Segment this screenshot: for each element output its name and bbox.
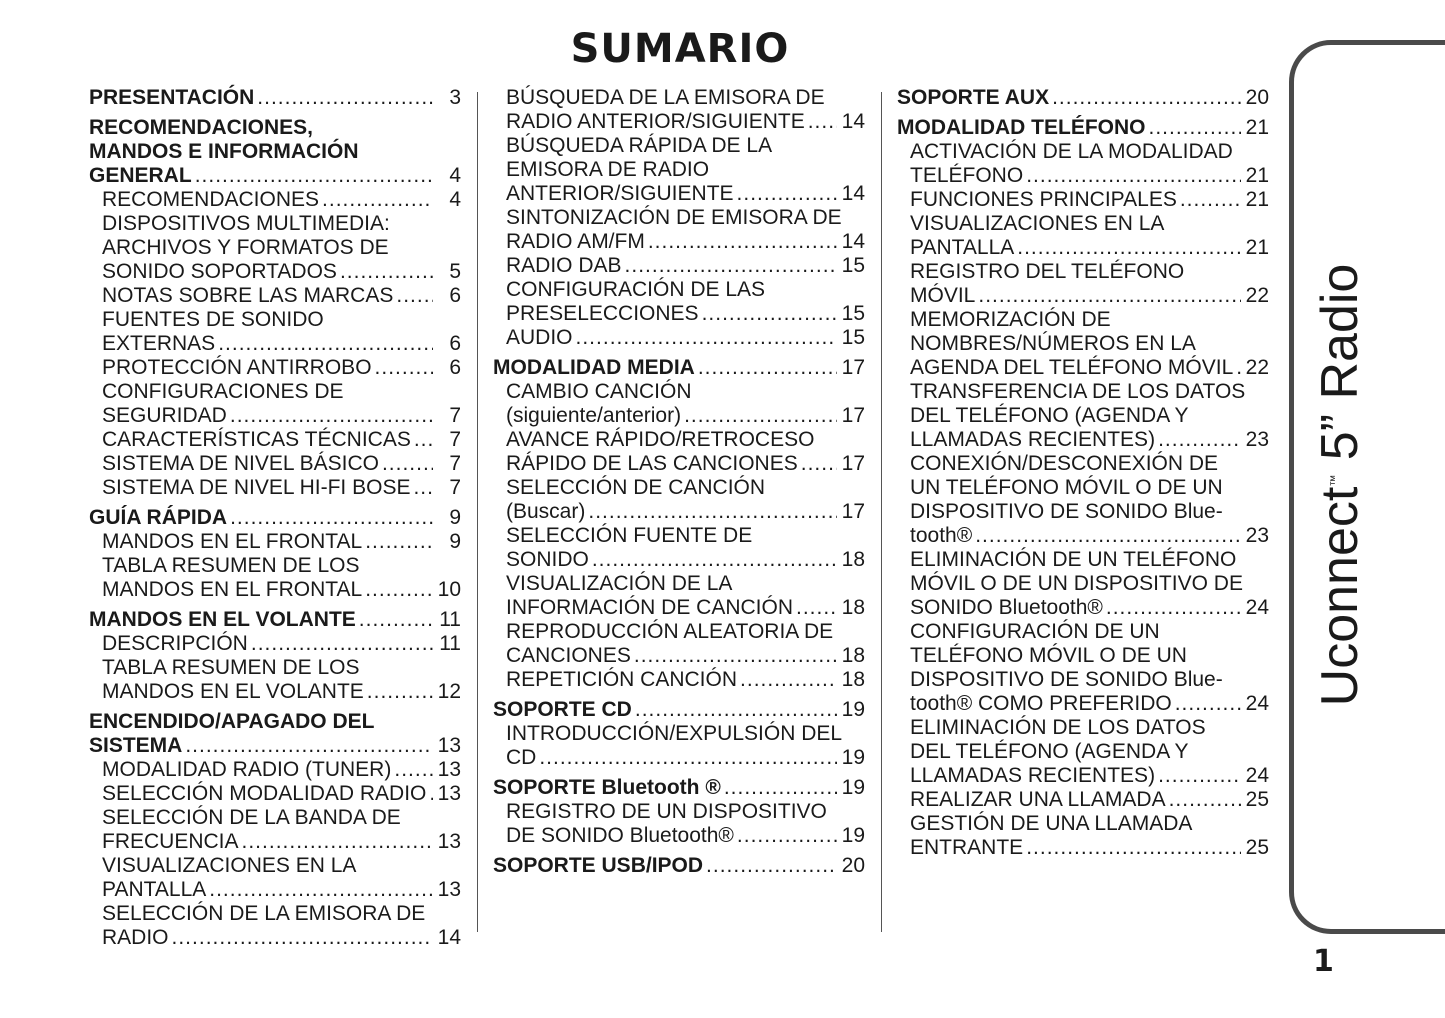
toc-page-number: 25 bbox=[1245, 836, 1269, 859]
tab-label-brand: Uconnect bbox=[1311, 486, 1369, 707]
toc-page-number: 17 bbox=[841, 452, 865, 475]
toc-entry-line: DISPOSITIVOS MULTIMEDIA: bbox=[102, 212, 390, 235]
toc-page-number: 17 bbox=[841, 500, 865, 523]
toc-entry-line: SOPORTE USB/IPOD bbox=[493, 854, 704, 877]
toc-page-number: 21 bbox=[1245, 188, 1269, 211]
leader-dots bbox=[1180, 188, 1241, 212]
page-number: 1 bbox=[1313, 944, 1334, 979]
toc-page-number: 14 bbox=[841, 182, 865, 205]
leader-dots bbox=[539, 746, 837, 770]
toc-entry bbox=[493, 134, 865, 206]
toc-page-number: 20 bbox=[1245, 86, 1269, 109]
toc-entry bbox=[89, 86, 461, 110]
leader-dots bbox=[172, 926, 433, 950]
toc-entry bbox=[89, 116, 461, 188]
toc-entry-line: DISPOSITIVO DE SONIDO Blue- bbox=[910, 668, 1223, 691]
toc-entry bbox=[89, 608, 461, 632]
toc-entry bbox=[493, 356, 865, 380]
toc-entry-line: TABLA RESUMEN DE LOS bbox=[102, 656, 360, 679]
toc-entry-line: CONFIGURACIÓN DE UN bbox=[910, 620, 1160, 643]
toc-entry-line: SELECCIÓN FUENTE DE bbox=[506, 524, 753, 547]
leader-dots bbox=[737, 824, 837, 848]
leader-dots bbox=[588, 500, 837, 524]
toc-entry-line: FUENTES DE SONIDO bbox=[102, 308, 324, 331]
leader-dots bbox=[1158, 428, 1241, 452]
leader-dots bbox=[375, 356, 433, 380]
toc-entry-line: ARCHIVOS Y FORMATOS DE bbox=[102, 236, 389, 259]
toc-entry bbox=[493, 86, 865, 134]
leader-dots bbox=[242, 830, 433, 854]
toc-page-number: 23 bbox=[1245, 428, 1269, 451]
toc-entry-line: (Buscar) bbox=[506, 500, 586, 523]
toc-entry-line: REALIZAR UNA LLAMADA bbox=[910, 788, 1166, 811]
toc-entry bbox=[89, 308, 461, 356]
toc-entry-line: REGISTRO DE UN DISPOSITIVO bbox=[506, 800, 827, 823]
toc-entry-line: MANDOS EN EL VOLANTE bbox=[102, 680, 364, 703]
toc-entry bbox=[89, 476, 461, 500]
toc-entry bbox=[89, 530, 461, 554]
toc-entry-line: SISTEMA DE NIVEL HI-FI BOSE bbox=[102, 476, 411, 499]
toc-entry bbox=[493, 800, 865, 848]
leader-dots bbox=[1169, 788, 1241, 812]
toc-entry-line: SELECCIÓN DE CANCIÓN bbox=[506, 476, 766, 499]
toc-entry-line: SOPORTE Bluetooth ® bbox=[493, 776, 721, 799]
toc-entry bbox=[493, 206, 865, 254]
leader-dots bbox=[1158, 764, 1241, 788]
toc-page-number: 3 bbox=[449, 86, 461, 109]
leader-dots bbox=[698, 356, 837, 380]
toc-entry-line: PRESENTACIÓN bbox=[89, 86, 255, 109]
toc-entry-line: VISUALIZACIONES EN LA bbox=[102, 854, 357, 877]
toc-entry-line: TELÉFONO bbox=[910, 164, 1024, 187]
toc-entry-line: ELIMINACIÓN DE LOS DATOS bbox=[910, 716, 1206, 739]
toc-entry-line: MANDOS E INFORMACIÓN bbox=[89, 140, 359, 163]
toc-entry-line: LLAMADAS RECIENTES) bbox=[910, 428, 1156, 451]
toc-entry-line: SELECCIÓN DE LA BANDA DE bbox=[102, 806, 401, 829]
toc-entry-line: RADIO AM/FM bbox=[506, 230, 645, 253]
leader-dots bbox=[576, 326, 837, 350]
toc-entry-line: SINTONIZACIÓN DE EMISORA DE bbox=[506, 206, 842, 229]
leader-dots bbox=[365, 578, 433, 602]
toc-entry bbox=[493, 254, 865, 278]
toc-entry-line: MODALIDAD RADIO (TUNER) bbox=[102, 758, 392, 781]
toc-entry-line: MANDOS EN EL VOLANTE bbox=[89, 608, 356, 631]
toc-page-number: 18 bbox=[841, 548, 865, 571]
toc-entry-line: SISTEMA bbox=[89, 734, 183, 757]
toc-page-number: 10 bbox=[437, 578, 461, 601]
chapter-tab-label bbox=[1310, 264, 1370, 707]
toc-entry-line: NOTAS SOBRE LAS MARCAS bbox=[102, 284, 394, 307]
toc-entry-line: EXTERNAS bbox=[102, 332, 216, 355]
leader-dots bbox=[394, 758, 433, 782]
toc-entry-line: PROTECCIÓN ANTIRROBO bbox=[102, 356, 372, 379]
toc-entry-line: SONIDO SOPORTADOS bbox=[102, 260, 337, 283]
toc-entry bbox=[493, 278, 865, 326]
toc-entry bbox=[89, 854, 461, 902]
toc-entry-line: GUÍA RÁPIDA bbox=[89, 506, 228, 529]
toc-entry-line: RADIO DAB bbox=[506, 254, 622, 277]
toc-entry-line: REGISTRO DEL TELÉFONO bbox=[910, 260, 1185, 283]
toc-entry-line: MEMORIZACIÓN DE bbox=[910, 308, 1111, 331]
toc-entry-line: CAMBIO CANCIÓN bbox=[506, 380, 692, 403]
toc-entry-line: ENCENDIDO/APAGADO DEL bbox=[89, 710, 375, 733]
toc-entry bbox=[897, 548, 1269, 620]
leader-dots bbox=[1026, 164, 1241, 188]
toc-entry bbox=[89, 758, 461, 782]
toc-entry bbox=[89, 380, 461, 428]
toc-entry bbox=[493, 524, 865, 572]
toc-entry bbox=[897, 812, 1269, 860]
toc-page-number: 22 bbox=[1245, 356, 1269, 379]
toc-entry bbox=[897, 116, 1269, 140]
toc-entry-line: SISTEMA DE NIVEL BÁSICO bbox=[102, 452, 379, 475]
toc-page-number: 18 bbox=[841, 644, 865, 667]
toc-entry-line: MÓVIL O DE UN DISPOSITIVO DE bbox=[910, 572, 1243, 595]
leader-dots bbox=[209, 878, 433, 902]
toc-entry-line: BÚSQUEDA DE LA EMISORA DE bbox=[506, 86, 825, 109]
toc-entry-line: tooth® bbox=[910, 524, 973, 547]
leader-dots bbox=[382, 452, 433, 476]
toc-entry-line: MODALIDAD TELÉFONO bbox=[897, 116, 1146, 139]
column-divider bbox=[881, 92, 882, 932]
toc-entry-line: SONIDO bbox=[506, 548, 589, 571]
toc-entry bbox=[493, 854, 865, 878]
toc-entry-line: SONIDO Bluetooth® bbox=[910, 596, 1103, 619]
toc-entry-line: tooth® COMO PREFERIDO bbox=[910, 692, 1172, 715]
toc-page-number: 19 bbox=[841, 824, 865, 847]
toc-entry bbox=[897, 140, 1269, 188]
toc-entry-line: CARACTERÍSTICAS TÉCNICAS bbox=[102, 428, 411, 451]
toc-page-number: 13 bbox=[437, 878, 461, 901]
toc-entry-line: RÁPIDO DE LAS CANCIONES bbox=[506, 452, 798, 475]
toc-entry bbox=[493, 326, 865, 350]
toc-entry-line: GESTIÓN DE UNA LLAMADA bbox=[910, 812, 1193, 835]
leader-dots bbox=[413, 476, 433, 500]
toc-entry bbox=[897, 212, 1269, 260]
toc-entry-line: GENERAL bbox=[89, 164, 192, 187]
leader-dots bbox=[975, 524, 1241, 548]
toc-entry-line: REPRODUCCIÓN ALEATORIA DE bbox=[506, 620, 834, 643]
toc-entry bbox=[493, 572, 865, 620]
toc-entry-line: REPETICIÓN CANCIÓN bbox=[506, 668, 738, 691]
toc-entry-line: DEL TELÉFONO (AGENDA Y bbox=[910, 404, 1189, 427]
toc-column-1 bbox=[89, 86, 461, 950]
toc-entry-line: RADIO ANTERIOR/SIGUIENTE bbox=[506, 110, 805, 133]
toc-entry-line: ENTRANTE bbox=[910, 836, 1024, 859]
toc-page-number: 21 bbox=[1245, 116, 1269, 139]
toc-page-number: 17 bbox=[841, 356, 865, 379]
leader-dots bbox=[414, 428, 433, 452]
toc-entry bbox=[493, 698, 865, 722]
toc-entry bbox=[89, 782, 461, 806]
leader-dots bbox=[396, 284, 433, 308]
toc-entry-line: FUNCIONES PRINCIPALES bbox=[910, 188, 1177, 211]
toc-entry bbox=[89, 902, 461, 950]
toc-page-number: 13 bbox=[437, 782, 461, 805]
toc-entry-line: SOPORTE AUX bbox=[897, 86, 1050, 109]
toc-entry-line: DESCRIPCIÓN bbox=[102, 632, 248, 655]
leader-dots bbox=[359, 608, 433, 632]
toc-page-number: 20 bbox=[841, 854, 865, 877]
toc-page-number: 7 bbox=[449, 452, 461, 475]
leader-dots bbox=[365, 530, 433, 554]
toc-page-number: 17 bbox=[841, 404, 865, 427]
toc-entry bbox=[493, 776, 865, 800]
leader-dots bbox=[367, 680, 433, 704]
leader-dots bbox=[1148, 116, 1241, 140]
leader-dots bbox=[724, 776, 837, 800]
toc-page-number: 19 bbox=[841, 776, 865, 799]
toc-entry-line: PRESELECCIONES bbox=[506, 302, 699, 325]
leader-dots bbox=[251, 632, 433, 656]
leader-dots bbox=[634, 644, 837, 668]
toc-entry bbox=[89, 632, 461, 656]
toc-entry-line: NOMBRES/NÚMEROS EN LA bbox=[910, 332, 1196, 355]
leader-dots bbox=[740, 668, 837, 692]
toc-entry-line: SEGURIDAD bbox=[102, 404, 227, 427]
leader-dots bbox=[230, 506, 433, 530]
toc-entry-line: ELIMINACIÓN DE UN TELÉFONO bbox=[910, 548, 1237, 571]
toc-entry-line: CD bbox=[506, 746, 537, 769]
toc-column-2 bbox=[493, 86, 865, 878]
toc-entry-line: TELÉFONO MÓVIL O DE UN bbox=[910, 644, 1187, 667]
toc-entry-line: SOPORTE CD bbox=[493, 698, 632, 721]
toc-page-number: 7 bbox=[449, 476, 461, 499]
toc-page-number: 14 bbox=[841, 230, 865, 253]
toc-entry-line: EMISORA DE RADIO bbox=[506, 158, 710, 181]
toc-page-number: 13 bbox=[437, 758, 461, 781]
toc-entry bbox=[89, 656, 461, 704]
toc-entry bbox=[897, 380, 1269, 452]
toc-page-number: 15 bbox=[841, 254, 865, 277]
toc-entry-line: ANTERIOR/SIGUIENTE bbox=[506, 182, 734, 205]
toc-page-number: 18 bbox=[841, 596, 865, 619]
leader-dots bbox=[1017, 236, 1241, 260]
toc-entry bbox=[897, 620, 1269, 716]
toc-entry-line: MODALIDAD MEDIA bbox=[493, 356, 695, 379]
leader-dots bbox=[808, 110, 837, 134]
toc-entry bbox=[89, 284, 461, 308]
toc-entry-line: MÓVIL bbox=[910, 284, 976, 307]
toc-page-number: 22 bbox=[1245, 284, 1269, 307]
column-divider bbox=[477, 92, 478, 932]
toc-entry bbox=[493, 380, 865, 428]
toc-page-number: 11 bbox=[439, 632, 461, 655]
leader-dots bbox=[592, 548, 837, 572]
trademark-symbol: ™ bbox=[1327, 474, 1342, 487]
toc-entry-line: INTRODUCCIÓN/EXPULSIÓN DEL bbox=[506, 722, 843, 745]
toc-entry-line: ACTIVACIÓN DE LA MODALIDAD bbox=[910, 140, 1233, 163]
toc-entry-line: BÚSQUEDA RÁPIDA DE LA bbox=[506, 134, 773, 157]
toc-entry-line: UN TELÉFONO MÓVIL O DE UN bbox=[910, 476, 1223, 499]
toc-page-number: 24 bbox=[1245, 764, 1269, 787]
toc-entry-line: CANCIONES bbox=[506, 644, 631, 667]
toc-page-number: 4 bbox=[449, 164, 461, 187]
toc-page-number: 7 bbox=[449, 428, 461, 451]
toc-page-number: 6 bbox=[449, 284, 461, 307]
toc-entry-line: RECOMENDACIONES bbox=[102, 188, 320, 211]
leader-dots bbox=[684, 404, 837, 428]
toc-page-number: 24 bbox=[1245, 692, 1269, 715]
toc-entry bbox=[89, 356, 461, 380]
toc-entry-line: DE SONIDO Bluetooth® bbox=[506, 824, 734, 847]
leader-dots bbox=[737, 182, 837, 206]
leader-dots bbox=[257, 86, 433, 110]
leader-dots bbox=[796, 596, 837, 620]
toc-entry-line: FRECUENCIA bbox=[102, 830, 239, 853]
toc-page-number: 23 bbox=[1245, 524, 1269, 547]
toc-entry bbox=[89, 506, 461, 530]
leader-dots bbox=[322, 188, 433, 212]
toc-entry-line: DISPOSITIVO DE SONIDO Blue- bbox=[910, 500, 1223, 523]
toc-entry-line: CONFIGURACIONES DE bbox=[102, 380, 344, 403]
toc-page-number: 14 bbox=[437, 926, 461, 949]
toc-entry bbox=[897, 308, 1269, 380]
toc-entry-line: (siguiente/anterior) bbox=[506, 404, 682, 427]
leader-dots bbox=[635, 698, 837, 722]
toc-entry bbox=[897, 716, 1269, 788]
page-title: SUMARIO bbox=[570, 26, 790, 72]
toc-page-number: 11 bbox=[439, 608, 461, 631]
toc-entry bbox=[493, 722, 865, 770]
toc-page-number: 4 bbox=[449, 188, 461, 211]
toc-entry bbox=[89, 554, 461, 602]
toc-entry bbox=[897, 188, 1269, 212]
leader-dots bbox=[625, 254, 837, 278]
toc-entry-line: VISUALIZACIÓN DE LA bbox=[506, 572, 733, 595]
toc-page-number: 6 bbox=[449, 332, 461, 355]
toc-entry bbox=[897, 260, 1269, 308]
leader-dots bbox=[340, 260, 433, 284]
leader-dots bbox=[218, 332, 433, 356]
toc-entry-line: AVANCE RÁPIDO/RETROCESO bbox=[506, 428, 815, 451]
toc-entry-line: AUDIO bbox=[506, 326, 573, 349]
leader-dots bbox=[978, 284, 1241, 308]
toc-page-number: 5 bbox=[449, 260, 461, 283]
leader-dots bbox=[1052, 86, 1241, 110]
toc-entry-line: DEL TELÉFONO (AGENDA Y bbox=[910, 740, 1189, 763]
toc-entry-line: MANDOS EN EL FRONTAL bbox=[102, 578, 363, 601]
toc-page-number: 9 bbox=[449, 506, 461, 529]
toc-page-number: 15 bbox=[841, 302, 865, 325]
toc-entry-line: LLAMADAS RECIENTES) bbox=[910, 764, 1156, 787]
leader-dots bbox=[648, 230, 837, 254]
toc-page-number: 13 bbox=[437, 734, 461, 757]
toc-entry bbox=[897, 788, 1269, 812]
toc-column-3 bbox=[897, 86, 1269, 860]
toc-page-number: 25 bbox=[1245, 788, 1269, 811]
toc-entry bbox=[493, 428, 865, 476]
toc-entry-line: TRANSFERENCIA DE LOS DATOS bbox=[910, 380, 1246, 403]
leader-dots bbox=[706, 854, 837, 878]
leader-dots bbox=[429, 782, 433, 806]
toc-entry-line: CONFIGURACIÓN DE LAS bbox=[506, 278, 766, 301]
leader-dots bbox=[1175, 692, 1241, 716]
toc-entry bbox=[89, 428, 461, 452]
leader-dots bbox=[801, 452, 837, 476]
toc-page-number: 19 bbox=[841, 698, 865, 721]
leader-dots bbox=[1106, 596, 1241, 620]
toc-entry-line: TABLA RESUMEN DE LOS bbox=[102, 554, 360, 577]
toc-page-number: 13 bbox=[437, 830, 461, 853]
toc-entry bbox=[493, 476, 865, 524]
toc-page-number: 24 bbox=[1245, 596, 1269, 619]
toc-page-number: 12 bbox=[437, 680, 461, 703]
leader-dots bbox=[1236, 356, 1241, 380]
toc-entry-line: SELECCIÓN DE LA EMISORA DE bbox=[102, 902, 426, 925]
toc-entry bbox=[89, 710, 461, 758]
toc-page-number: 7 bbox=[449, 404, 461, 427]
toc-page-number: 18 bbox=[841, 668, 865, 691]
toc-entry-line: PANTALLA bbox=[910, 236, 1015, 259]
leader-dots bbox=[230, 404, 433, 428]
toc-entry bbox=[89, 806, 461, 854]
leader-dots bbox=[702, 302, 837, 326]
toc-entry-line: VISUALIZACIONES EN LA bbox=[910, 212, 1165, 235]
toc-page-number: 21 bbox=[1245, 164, 1269, 187]
toc-entry bbox=[89, 188, 461, 212]
toc-entry-line: RECOMENDACIONES, bbox=[89, 116, 314, 139]
tab-label-product: 5” Radio bbox=[1311, 263, 1369, 475]
toc-page-number: 15 bbox=[841, 326, 865, 349]
toc-page-number: 6 bbox=[449, 356, 461, 379]
toc-entry bbox=[897, 86, 1269, 110]
toc-entry-line: INFORMACIÓN DE CANCIÓN bbox=[506, 596, 794, 619]
toc-page-number: 21 bbox=[1245, 236, 1269, 259]
leader-dots bbox=[185, 734, 433, 758]
leader-dots bbox=[1026, 836, 1241, 860]
toc-entry-line: AGENDA DEL TELÉFONO MÓVIL bbox=[910, 356, 1234, 379]
toc-entry-line: SELECCIÓN MODALIDAD RADIO bbox=[102, 782, 427, 805]
toc-entry-line: CONEXIÓN/DESCONEXIÓN DE bbox=[910, 452, 1219, 475]
toc-entry-line: RADIO bbox=[102, 926, 169, 949]
toc-entry bbox=[493, 668, 865, 692]
toc-page-number: 9 bbox=[449, 530, 461, 553]
toc-entry-line: PANTALLA bbox=[102, 878, 207, 901]
toc-entry bbox=[89, 452, 461, 476]
toc-page-number: 14 bbox=[841, 110, 865, 133]
toc-entry bbox=[89, 212, 461, 284]
toc-page-number: 19 bbox=[841, 746, 865, 769]
toc-entry bbox=[493, 620, 865, 668]
toc-entry bbox=[897, 452, 1269, 548]
leader-dots bbox=[195, 164, 433, 188]
toc-entry-line: MANDOS EN EL FRONTAL bbox=[102, 530, 363, 553]
